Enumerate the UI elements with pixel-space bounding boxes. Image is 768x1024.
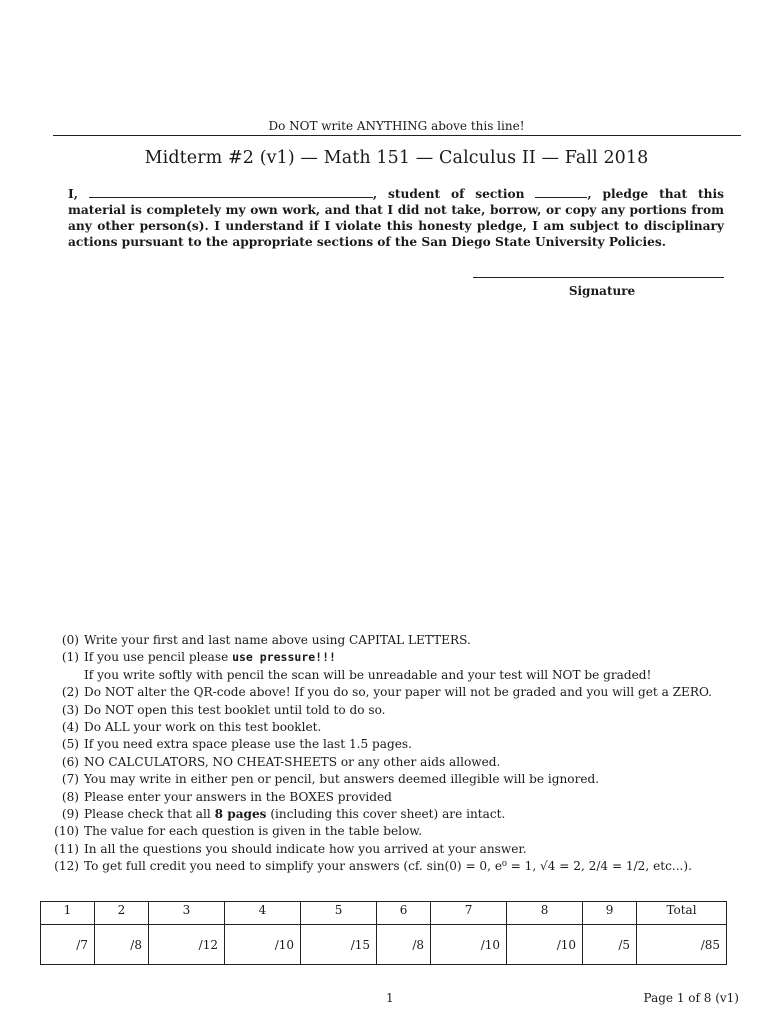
instruction-number: (3) [61, 702, 79, 717]
instruction-number: (11) [54, 841, 79, 856]
instruction-text: To get full credit you need to simplify your answers (cf. sin(0) = 0, e⁰ = 1, √4 = 2, 2/4 = 1/2, etc...). [84, 859, 692, 874]
instruction-item [44, 632, 724, 649]
question-header: 7 [431, 902, 507, 925]
score-table [40, 901, 727, 965]
instruction-item [44, 771, 724, 788]
page-of-label: Page 1 of 8 (v1) [643, 991, 739, 1005]
instruction-emphasis: use pressure!!! [232, 650, 336, 665]
instruction-item [44, 841, 724, 858]
instruction-text: The value for each question is given in the table below. [84, 824, 423, 839]
pledge-prefix: I, [68, 187, 78, 201]
signature-line[interactable] [473, 277, 724, 278]
instruction-text: If you need extra space please use the last 1.5 pages. [84, 737, 412, 752]
name-blank[interactable] [89, 186, 373, 198]
top-divider-line [53, 135, 741, 136]
exam-title: Midterm #2 (v1) — Math 151 — Calculus II — Fall 2018 [144, 148, 649, 168]
instruction-number: (5) [61, 737, 79, 752]
score-table-header-row [41, 902, 727, 925]
question-header: 2 [94, 902, 148, 925]
instruction-number: (2) [61, 685, 79, 700]
top-note: Do NOT write ANYTHING above this line! [268, 119, 525, 133]
instruction-item [44, 736, 724, 753]
instruction-text: In all the questions you should indicate how you arrived at your answer. [84, 841, 527, 856]
score-cell[interactable]: /15 [301, 925, 377, 965]
instruction-text: Please enter your answers in the BOXES provided [84, 789, 392, 804]
question-header: 6 [377, 902, 431, 925]
instruction-text: Do ALL your work on this test booklet. [84, 720, 322, 735]
instruction-item [44, 702, 724, 719]
instruction-number: (6) [61, 754, 79, 769]
signature-label: Signature [568, 284, 636, 298]
score-cell[interactable]: /8 [94, 925, 148, 965]
score-cell[interactable]: /10 [431, 925, 507, 965]
instruction-item [44, 823, 724, 840]
instruction-number: (8) [61, 789, 79, 804]
instruction-text: If you use pencil please [84, 650, 233, 665]
score-cell[interactable]: /5 [583, 925, 637, 965]
honesty-pledge [68, 186, 724, 250]
instruction-number: (1) [61, 650, 79, 665]
instruction-item [44, 789, 724, 806]
question-header: 4 [224, 902, 300, 925]
instruction-item [44, 684, 724, 701]
instruction-text: Do NOT open this test booklet until told to do so. [84, 702, 386, 717]
instruction-item [44, 806, 724, 823]
instruction-text: Write your first and last name above using CAPITAL LETTERS. [84, 633, 471, 647]
question-header: 9 [583, 902, 637, 925]
score-cell[interactable]: /10 [507, 925, 583, 965]
section-blank[interactable] [535, 186, 587, 198]
instruction-item [44, 858, 724, 875]
pledge-rest: , pledge that this material is completely my own work, and that I did not take, borrow, or copy any portions from any other person(s). I understand if I violate this honesty pledge, I am subject to disciplinary actions pursuant to the appropriate sections of the San Diego State University Policies. [68, 187, 724, 249]
instruction-number: (9) [61, 807, 79, 822]
total-score-cell[interactable]: /85 [637, 925, 727, 965]
instruction-number: (4) [61, 720, 79, 735]
instruction-number: (10) [54, 824, 79, 839]
instruction-item [44, 754, 724, 771]
question-header: 1 [41, 902, 95, 925]
pledge-mid: , student of section [372, 187, 525, 201]
instruction-continuation: If you write softly with pencil the scan will be unreadable and your test will NOT be graded! [84, 667, 652, 682]
score-cell[interactable]: /8 [377, 925, 431, 965]
question-header: 8 [507, 902, 583, 925]
instruction-text: Do NOT alter the QR-code above! If you do so, your paper will not be graded and you will get a ZERO. [84, 685, 713, 700]
instruction-text: You may write in either pen or pencil, but answers deemed illegible will be ignored. [84, 772, 600, 787]
instruction-text-after: (including this cover sheet) are intact. [266, 807, 506, 822]
score-cell[interactable]: /12 [148, 925, 224, 965]
instruction-number: (0) [61, 633, 79, 647]
instruction-item [44, 649, 724, 684]
instructions-list [44, 632, 724, 876]
question-header: 5 [301, 902, 377, 925]
score-cell[interactable]: /7 [41, 925, 95, 965]
instruction-text: NO CALCULATORS, NO CHEAT-SHEETS or any other aids allowed. [84, 754, 501, 769]
question-header: 3 [148, 902, 224, 925]
instruction-number: (12) [54, 859, 79, 874]
instruction-text: Please check that all [84, 807, 215, 822]
instruction-number: (7) [61, 772, 79, 787]
total-header: Total [637, 902, 727, 925]
instruction-emphasis: 8 pages [214, 807, 267, 822]
page-number: 1 [386, 991, 394, 1005]
score-table-points-row [41, 925, 727, 965]
score-cell[interactable]: /10 [224, 925, 300, 965]
instruction-item [44, 719, 724, 736]
